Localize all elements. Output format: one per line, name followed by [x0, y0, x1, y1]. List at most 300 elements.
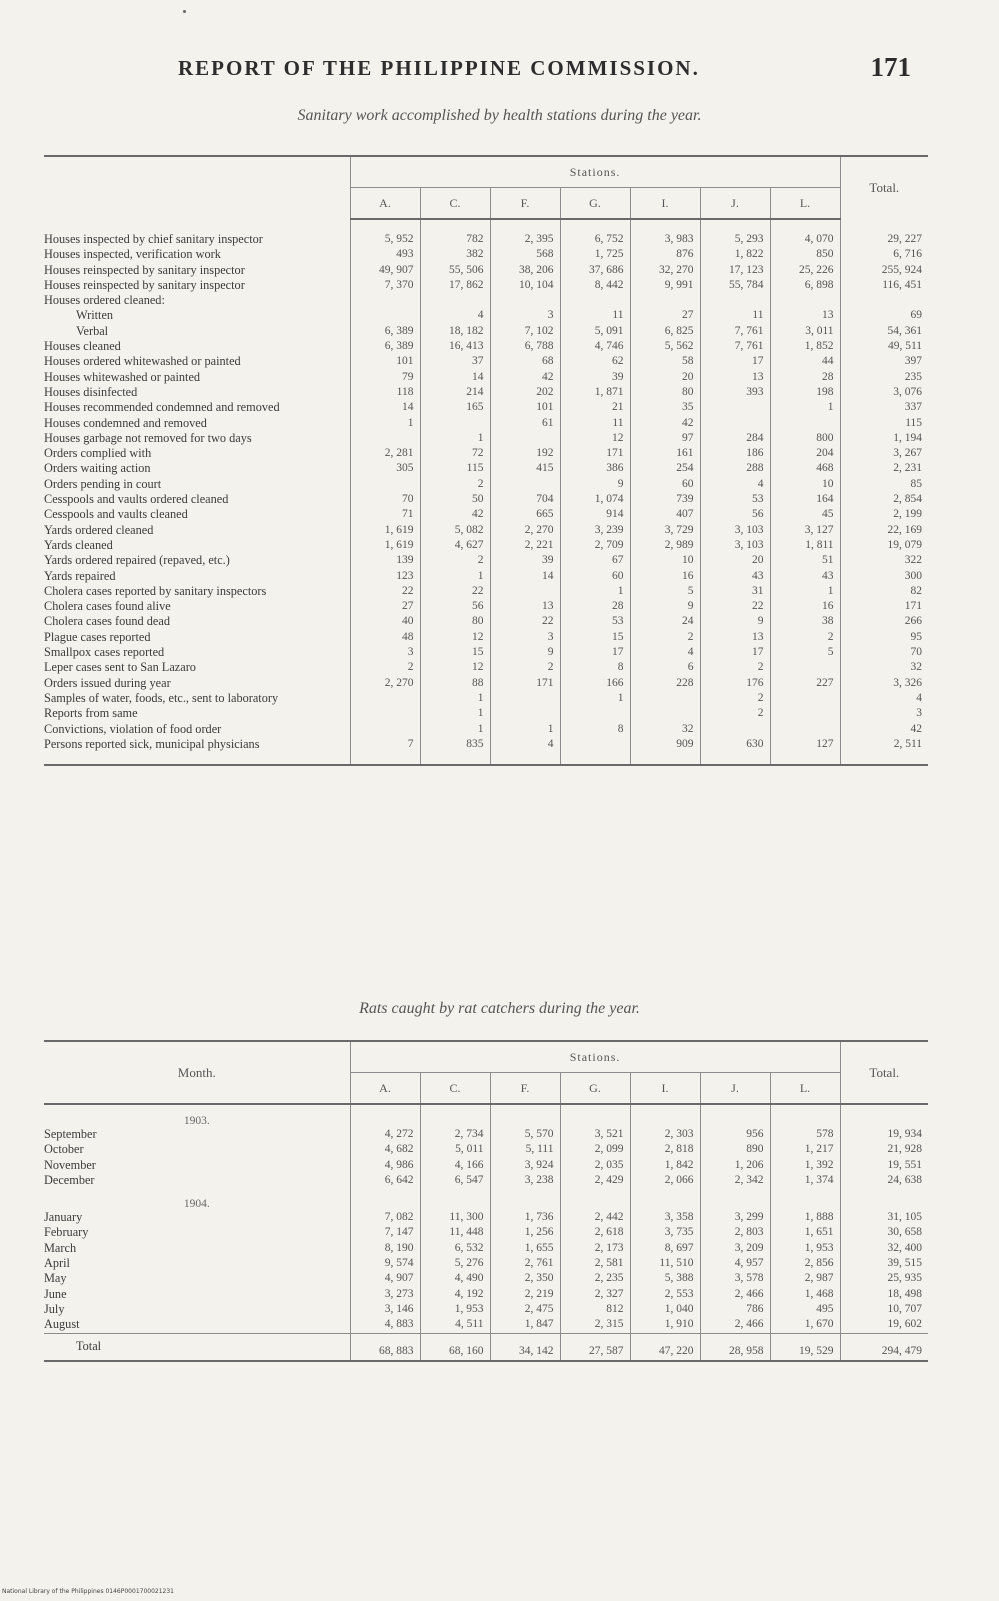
station-value: 13 [700, 630, 770, 645]
station-value: 1 [420, 569, 490, 584]
report-title: REPORT OF THE PHILIPPINE COMMISSION. [178, 56, 700, 80]
station-value: 53 [560, 614, 630, 629]
month-label: November [44, 1158, 350, 1173]
table-row [44, 1271, 928, 1286]
row-label-text: Houses inspected, verification work [44, 247, 221, 262]
month-label: May [44, 1271, 350, 1286]
station-value: 10 [770, 477, 840, 492]
station-value: 6, 389 [350, 339, 420, 354]
station-value: 11 [700, 308, 770, 323]
station-value: 68 [490, 354, 560, 369]
table-row [44, 1287, 928, 1302]
station-total: 28, 958 [700, 1333, 770, 1361]
spacer-cell [44, 752, 350, 765]
station-value: 15 [420, 645, 490, 660]
station-value [700, 722, 770, 737]
station-value: 22 [490, 614, 560, 629]
spacer-cell [560, 1104, 630, 1127]
spacer-cell [700, 752, 770, 765]
station-value: 7, 761 [700, 339, 770, 354]
station-value: 27 [630, 308, 700, 323]
row-label [44, 553, 350, 568]
station-value: 8 [560, 660, 630, 675]
station-value: 4, 166 [420, 1158, 490, 1173]
station-value: 1, 847 [490, 1317, 560, 1333]
station-value: 3 [490, 308, 560, 323]
station-value: 18, 182 [420, 324, 490, 339]
station-value: 4, 070 [770, 232, 840, 247]
station-value: 37, 686 [560, 263, 630, 278]
row-label-text: Cholera cases reported by sanitary inspectors [44, 583, 267, 598]
month-label: July [44, 1302, 350, 1317]
station-value [490, 691, 560, 706]
station-value: 171 [560, 446, 630, 461]
row-total: 39, 515 [887, 1257, 923, 1270]
table-row [44, 538, 928, 553]
station-value: 214 [420, 385, 490, 400]
table-row [44, 278, 928, 293]
station-value: 2 [420, 477, 490, 492]
station-value [350, 722, 420, 737]
station-total: 27, 587 [560, 1333, 630, 1361]
station-value: 35 [630, 400, 700, 415]
rats-caught-table [44, 1040, 928, 1362]
year-row [44, 1188, 928, 1210]
station-value [630, 706, 700, 721]
station-value: 53 [700, 492, 770, 507]
rats-table-body [44, 1104, 928, 1361]
station-value: 80 [630, 385, 700, 400]
station-value: 2 [770, 630, 840, 645]
station-value: 3, 358 [630, 1210, 700, 1225]
station-value [560, 706, 630, 721]
station-value: 6, 389 [350, 324, 420, 339]
spacer-cell [560, 1188, 630, 1210]
station-value: 2, 618 [560, 1225, 630, 1240]
station-value: 186 [700, 446, 770, 461]
station-value [350, 431, 420, 446]
station-value: 495 [770, 1302, 840, 1317]
table-row [44, 324, 928, 339]
table-row [44, 263, 928, 278]
spacer-cell [770, 1104, 840, 1127]
row-label [44, 477, 350, 492]
station-value: 10 [630, 553, 700, 568]
station-value [420, 293, 490, 308]
station-value: 1, 256 [490, 1225, 560, 1240]
row-total: 2, 199 [893, 508, 923, 521]
row-total: 32, 400 [887, 1241, 923, 1254]
row-label [44, 706, 350, 721]
row-label-text: Samples of water, foods, etc., sent to laboratory [44, 690, 279, 705]
station-value: 8 [560, 722, 630, 737]
station-value: 49, 907 [350, 263, 420, 278]
row-label-text: Orders issued during year [44, 675, 171, 690]
spacer-cell [630, 1104, 700, 1127]
row-label-text: Orders waiting action [44, 461, 151, 476]
station-value: 12 [420, 630, 490, 645]
station-value: 16 [770, 599, 840, 614]
station-value: 101 [350, 354, 420, 369]
station-value: 3, 273 [350, 1287, 420, 1302]
station-value: 16, 413 [420, 339, 490, 354]
station-value: 1, 655 [490, 1241, 560, 1256]
row-label [44, 645, 350, 660]
row-label [44, 370, 350, 385]
station-value: 2, 219 [490, 1287, 560, 1302]
station-column-header: F. [490, 1073, 560, 1105]
row-total: 54, 361 [887, 324, 923, 337]
station-value: 16 [630, 569, 700, 584]
station-value: 2, 303 [630, 1127, 700, 1142]
row-total: 19, 551 [887, 1158, 923, 1171]
station-value: 382 [420, 247, 490, 262]
station-value: 32, 270 [630, 263, 700, 278]
spacer-cell [420, 1104, 490, 1127]
station-value [490, 706, 560, 721]
station-value: 1, 619 [350, 523, 420, 538]
sanitary-table-body [44, 219, 928, 765]
row-label [44, 354, 350, 369]
station-value: 9, 991 [630, 278, 700, 293]
row-total: 337 [904, 401, 923, 414]
station-value: 3 [350, 645, 420, 660]
station-value: 1, 670 [770, 1317, 840, 1333]
sanitary-table-head [44, 156, 928, 219]
station-value: 386 [560, 461, 630, 476]
station-value: 176 [700, 676, 770, 691]
station-value: 13 [490, 599, 560, 614]
station-column-header: L. [770, 1073, 840, 1105]
spacer-cell [630, 219, 700, 232]
row-label-text: Persons reported sick, municipal physicians [44, 736, 260, 751]
station-value: 2, 475 [490, 1302, 560, 1317]
row-label-text: Cholera cases found dead [44, 614, 170, 629]
station-value: 3, 146 [350, 1302, 420, 1317]
station-value [560, 737, 630, 752]
station-value: 9 [560, 477, 630, 492]
station-value: 55, 506 [420, 263, 490, 278]
station-value: 7, 102 [490, 324, 560, 339]
station-value: 2 [350, 660, 420, 675]
station-value: 2, 395 [490, 232, 560, 247]
station-value: 4 [490, 737, 560, 752]
station-value: 4 [700, 477, 770, 492]
station-value: 166 [560, 676, 630, 691]
table-row [44, 293, 928, 308]
station-value: 393 [700, 385, 770, 400]
row-total: 82 [910, 584, 923, 597]
station-value: 45 [770, 507, 840, 522]
station-value: 3, 239 [560, 523, 630, 538]
station-value: 6 [630, 660, 700, 675]
sanitary-work-table [44, 155, 928, 766]
station-value: 3, 299 [700, 1210, 770, 1225]
station-value: 1, 206 [700, 1158, 770, 1173]
station-value: 55, 784 [700, 278, 770, 293]
station-value [560, 293, 630, 308]
row-total: 6, 716 [893, 248, 923, 261]
table-row [44, 1241, 928, 1256]
station-value: 7, 370 [350, 278, 420, 293]
station-value: 79 [350, 370, 420, 385]
station-value: 10, 104 [490, 278, 560, 293]
station-value: 56 [420, 599, 490, 614]
row-label [44, 569, 350, 584]
station-value: 15 [560, 630, 630, 645]
station-column-header: J. [700, 1073, 770, 1105]
station-value: 88 [420, 676, 490, 691]
station-value: 4, 907 [350, 1271, 420, 1286]
station-value: 21 [560, 400, 630, 415]
table-row [44, 645, 928, 660]
station-value: 2, 761 [490, 1256, 560, 1271]
total-header: Total. [869, 180, 900, 195]
month-label: October [44, 1142, 350, 1157]
station-value: 4, 627 [420, 538, 490, 553]
station-value: 812 [560, 1302, 630, 1317]
station-total: 34, 142 [490, 1333, 560, 1361]
station-value [700, 400, 770, 415]
month-label: June [44, 1287, 350, 1302]
station-value: 58 [630, 354, 700, 369]
row-label [44, 339, 350, 354]
table-row [44, 416, 928, 431]
stations-header: Stations. [350, 1041, 840, 1073]
station-value: 7, 147 [350, 1225, 420, 1240]
row-label [44, 400, 350, 415]
station-total: 68, 883 [350, 1333, 420, 1361]
row-label [44, 614, 350, 629]
station-value: 80 [420, 614, 490, 629]
row-total: 2, 511 [893, 737, 923, 750]
station-value: 6, 788 [490, 339, 560, 354]
station-value: 2, 442 [560, 1210, 630, 1225]
station-value [350, 293, 420, 308]
spacer-cell [44, 219, 350, 232]
table-row [44, 370, 928, 385]
station-column-header: G. [560, 188, 630, 220]
station-value: 6, 898 [770, 278, 840, 293]
station-value: 739 [630, 492, 700, 507]
row-label-text: Houses disinfected [44, 384, 138, 399]
row-total: 397 [904, 355, 923, 368]
station-value: 22 [700, 599, 770, 614]
station-value: 67 [560, 553, 630, 568]
station-value: 165 [420, 400, 490, 415]
station-value: 62 [560, 354, 630, 369]
station-value: 2, 987 [770, 1271, 840, 1286]
station-value: 50 [420, 492, 490, 507]
station-value: 22 [420, 584, 490, 599]
station-value: 2 [490, 660, 560, 675]
row-label [44, 232, 350, 247]
row-total: 31, 105 [887, 1211, 923, 1224]
station-value: 1 [350, 416, 420, 431]
station-value: 5, 388 [630, 1271, 700, 1286]
station-value: 31 [700, 584, 770, 599]
station-value: 13 [700, 370, 770, 385]
station-value: 2, 856 [770, 1256, 840, 1271]
row-label-text: Orders pending in court [44, 476, 162, 491]
row-total: 42 [910, 722, 923, 735]
station-value: 37 [420, 354, 490, 369]
row-label-text: Cholera cases found alive [44, 599, 171, 614]
station-value: 115 [420, 461, 490, 476]
total-header: Total. [840, 1041, 928, 1104]
station-value: 1 [560, 584, 630, 599]
row-label [44, 308, 350, 323]
station-value: 1, 842 [630, 1158, 700, 1173]
row-label [44, 523, 350, 538]
station-value: 2, 709 [560, 538, 630, 553]
station-value: 4, 192 [420, 1287, 490, 1302]
station-value: 48 [350, 630, 420, 645]
station-column-header: J. [700, 188, 770, 220]
row-total: 25, 935 [887, 1272, 923, 1285]
row-label-text: Cesspools and vaults cleaned [44, 507, 188, 522]
station-value: 39 [490, 553, 560, 568]
station-value: 1, 374 [770, 1173, 840, 1188]
station-value: 493 [350, 247, 420, 262]
station-value [490, 477, 560, 492]
table-row [44, 507, 928, 522]
station-value [490, 293, 560, 308]
table-row [44, 461, 928, 476]
station-value: 4 [630, 645, 700, 660]
station-value: 4, 883 [350, 1317, 420, 1333]
station-value: 1, 725 [560, 247, 630, 262]
table-row [44, 1225, 928, 1240]
station-value: 101 [490, 400, 560, 415]
station-value: 8, 190 [350, 1241, 420, 1256]
table-row [44, 1142, 928, 1157]
station-value: 4, 746 [560, 339, 630, 354]
station-value [350, 477, 420, 492]
station-value: 835 [420, 737, 490, 752]
station-value: 161 [630, 446, 700, 461]
row-label-text: Houses whitewashed or painted [44, 369, 201, 384]
row-label-text: Cesspools and vaults ordered cleaned [44, 492, 229, 507]
row-label [44, 599, 350, 614]
row-label-text: Smallpox cases reported [44, 645, 165, 660]
station-value: 2, 270 [490, 523, 560, 538]
table-row [44, 1256, 928, 1271]
station-value: 665 [490, 507, 560, 522]
spacer-cell [350, 1104, 420, 1127]
spacer-cell [840, 219, 928, 232]
station-value: 228 [630, 676, 700, 691]
table-row [44, 385, 928, 400]
station-value: 2, 350 [490, 1271, 560, 1286]
station-value [770, 416, 840, 431]
station-value: 2, 173 [560, 1241, 630, 1256]
row-label [44, 247, 350, 262]
station-value: 2, 466 [700, 1287, 770, 1302]
table-row [44, 523, 928, 538]
station-value: 1, 822 [700, 247, 770, 262]
station-value: 11 [560, 416, 630, 431]
month-label: January [44, 1210, 350, 1225]
station-value: 1, 217 [770, 1142, 840, 1157]
station-value [490, 584, 560, 599]
grand-total: 294, 479 [840, 1333, 928, 1361]
station-value: 20 [700, 553, 770, 568]
table-row [44, 599, 928, 614]
station-value: 284 [700, 431, 770, 446]
station-value: 6, 642 [350, 1173, 420, 1188]
spacer-cell [560, 752, 630, 765]
row-total: 116, 451 [882, 278, 923, 291]
row-label-text: Houses cleaned [44, 339, 121, 354]
spacer-cell [700, 1104, 770, 1127]
station-value: 2, 035 [560, 1158, 630, 1173]
station-value: 38 [770, 614, 840, 629]
station-value: 5, 276 [420, 1256, 490, 1271]
month-label: April [44, 1256, 350, 1271]
spacer-cell [420, 752, 490, 765]
row-label-text: Houses garbage not removed for two days [44, 430, 252, 445]
station-value: 72 [420, 446, 490, 461]
station-value: 3, 209 [700, 1241, 770, 1256]
row-label [44, 492, 350, 507]
table-row [44, 1302, 928, 1317]
station-value: 876 [630, 247, 700, 262]
station-value: 3, 521 [560, 1127, 630, 1142]
station-value: 1 [560, 691, 630, 706]
row-label [44, 630, 350, 645]
row-total: 3, 076 [893, 385, 923, 398]
station-value: 1, 852 [770, 339, 840, 354]
station-value: 630 [700, 737, 770, 752]
row-total: 255, 924 [881, 263, 923, 276]
row-total: 24, 638 [887, 1173, 923, 1186]
table-row [44, 553, 928, 568]
row-total: 30, 658 [887, 1226, 923, 1239]
total-label-text: Total [76, 1338, 102, 1353]
spacer-cell [350, 752, 420, 765]
station-value: 2, 221 [490, 538, 560, 553]
row-label-text: Plague cases reported [44, 629, 151, 644]
station-value [770, 293, 840, 308]
row-label [44, 461, 350, 476]
station-value: 6, 547 [420, 1173, 490, 1188]
station-value: 4, 490 [420, 1271, 490, 1286]
row-total: 266 [904, 615, 923, 628]
row-total: 2, 231 [893, 462, 923, 475]
station-value: 192 [490, 446, 560, 461]
table-row [44, 691, 928, 706]
row-label-text: Yards ordered cleaned [44, 522, 154, 537]
row-label-text: Houses condemned and removed [44, 415, 207, 430]
table-row [44, 737, 928, 752]
station-value: 17 [700, 354, 770, 369]
station-value: 1, 040 [630, 1302, 700, 1317]
row-label [44, 385, 350, 400]
station-value: 4, 511 [420, 1317, 490, 1333]
spacer-cell [770, 1188, 840, 1210]
station-value: 1 [420, 431, 490, 446]
station-value: 14 [350, 400, 420, 415]
station-value: 6, 825 [630, 324, 700, 339]
station-value: 4, 957 [700, 1256, 770, 1271]
station-value: 9 [630, 599, 700, 614]
row-total: 29, 227 [887, 233, 923, 245]
row-total: 49, 511 [887, 340, 923, 353]
row-total: 4 [916, 691, 923, 704]
station-value: 5 [630, 584, 700, 599]
station-value [700, 416, 770, 431]
